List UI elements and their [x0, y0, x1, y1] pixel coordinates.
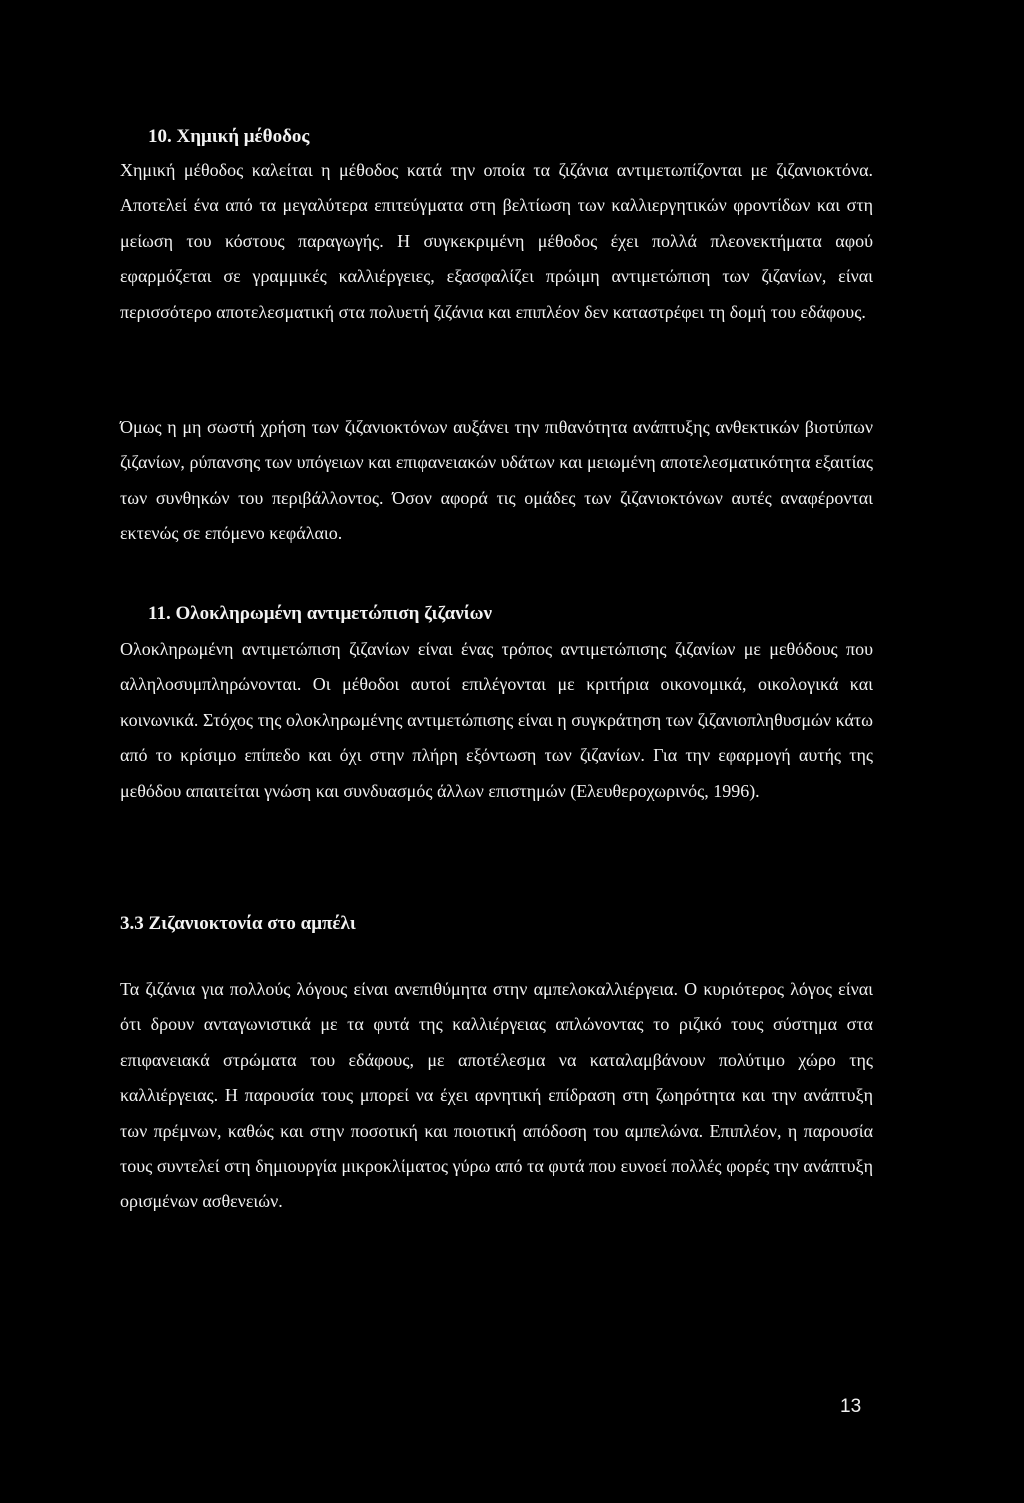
paragraph-vineyard-weed-control: Τα ζιζάνια για πολλούς λόγους είναι ανεπιθύμητα στην αμπελοκαλλιέργεια. Ο κυριότερος λόγος είναι ότι δρουν ανταγωνιστικά με τα φυτά της καλλιέργειας απλώνοντας το ριζικό τους σύστημα στα επιφανειακά στρώματα του εδάφους, με αποτέλεσμα να καταλαμβάνουν πολύτιμο χώρο της καλλιέργειας. Η παρουσία τους μπορεί να έχει αρνητική επίδραση στη ζωηρότητα και την ανάπτυξη των πρέμνων, καθώς και στην ποσοτική και ποιοτική απόδοση του αμπελώνα. Επιπλέον, η παρουσία τους συντελεί στη δημιουργία μικροκλίματος γύρω από τα φυτά που ευνοεί πολλές φορές την ανάπτυξη ορισμένων ασθενειών.	[120, 979, 873, 1212]
section-heading-integrated-management: 11. Ολοκληρωμένη αντιμετώπιση ζιζανίων	[148, 603, 493, 624]
paragraph-integrated-management: Ολοκληρωμένη αντιμετώπιση ζιζανίων είναι ένας τρόπος αντιμετώπισης ζιζανίων με μεθόδους που αλληλοσυμπληρώνονται. Οι μέθοδοι αυτοί επιλέγονται με κριτήρια οικονομικά, οικολογικά και κοινωνικά. Στόχος της ολοκληρωμένης αντιμετώπισης είναι η συγκράτηση των ζιζανιοπληθυσμών κάτω από το κρίσιμο επίπεδο και όχι στην πλήρη εξόντωση των ζιζανίων. Για την εφαρμογή αυτής της μεθόδου απαιτείται γνώση και συνδυασμός άλλων επιστημών (Ελευθεροχωρινός, 1996).	[120, 639, 873, 801]
paragraph-chemical-method-1: Χημική μέθοδος καλείται η μέθοδος κατά την οποία τα ζιζάνια αντιμετωπίζονται με ζιζανιοκτόνα. Αποτελεί ένα από τα μεγαλύτερα επιτεύγματα στη βελτίωση των καλλιεργητικών φροντίδων και στη μείωση του κόστους παραγωγής. Η συγκεκριμένη μέθοδος έχει πολλά πλεονεκτήματα αφού εφαρμόζεται σε γραμμικές καλλιέργειες, εξασφαλίζει πρώιμη αντιμετώπιση των ζιζανίων, είναι περισσότερο αποτελεσματική στα πολυετή ζιζάνια και επιπλέον δεν καταστρέφει τη δομή του εδάφους.	[120, 160, 873, 322]
paragraph-chemical-method-2: Όμως η μη σωστή χρήση των ζιζανιοκτόνων αυξάνει την πιθανότητα ανάπτυξης ανθεκτικών βιοτύπων ζιζανίων, ρύπανσης των υπόγειων και επιφανειακών υδάτων και μειωμένη αποτελεσματικότητα εξαιτίας των συνθηκών του περιβάλλοντος. Όσον αφορά τις ομάδες των ζιζανιοκτόνων αυτές αναφέρονται εκτενώς σε επόμενο κεφάλαιο.	[120, 417, 873, 544]
section-heading-vineyard-weed-control: 3.3 Ζιζανιοκτονία στο αμπέλι	[120, 913, 356, 934]
page-number: 13	[840, 1396, 862, 1417]
section-heading-chemical-method: 10. Χημική μέθοδος	[148, 126, 310, 147]
